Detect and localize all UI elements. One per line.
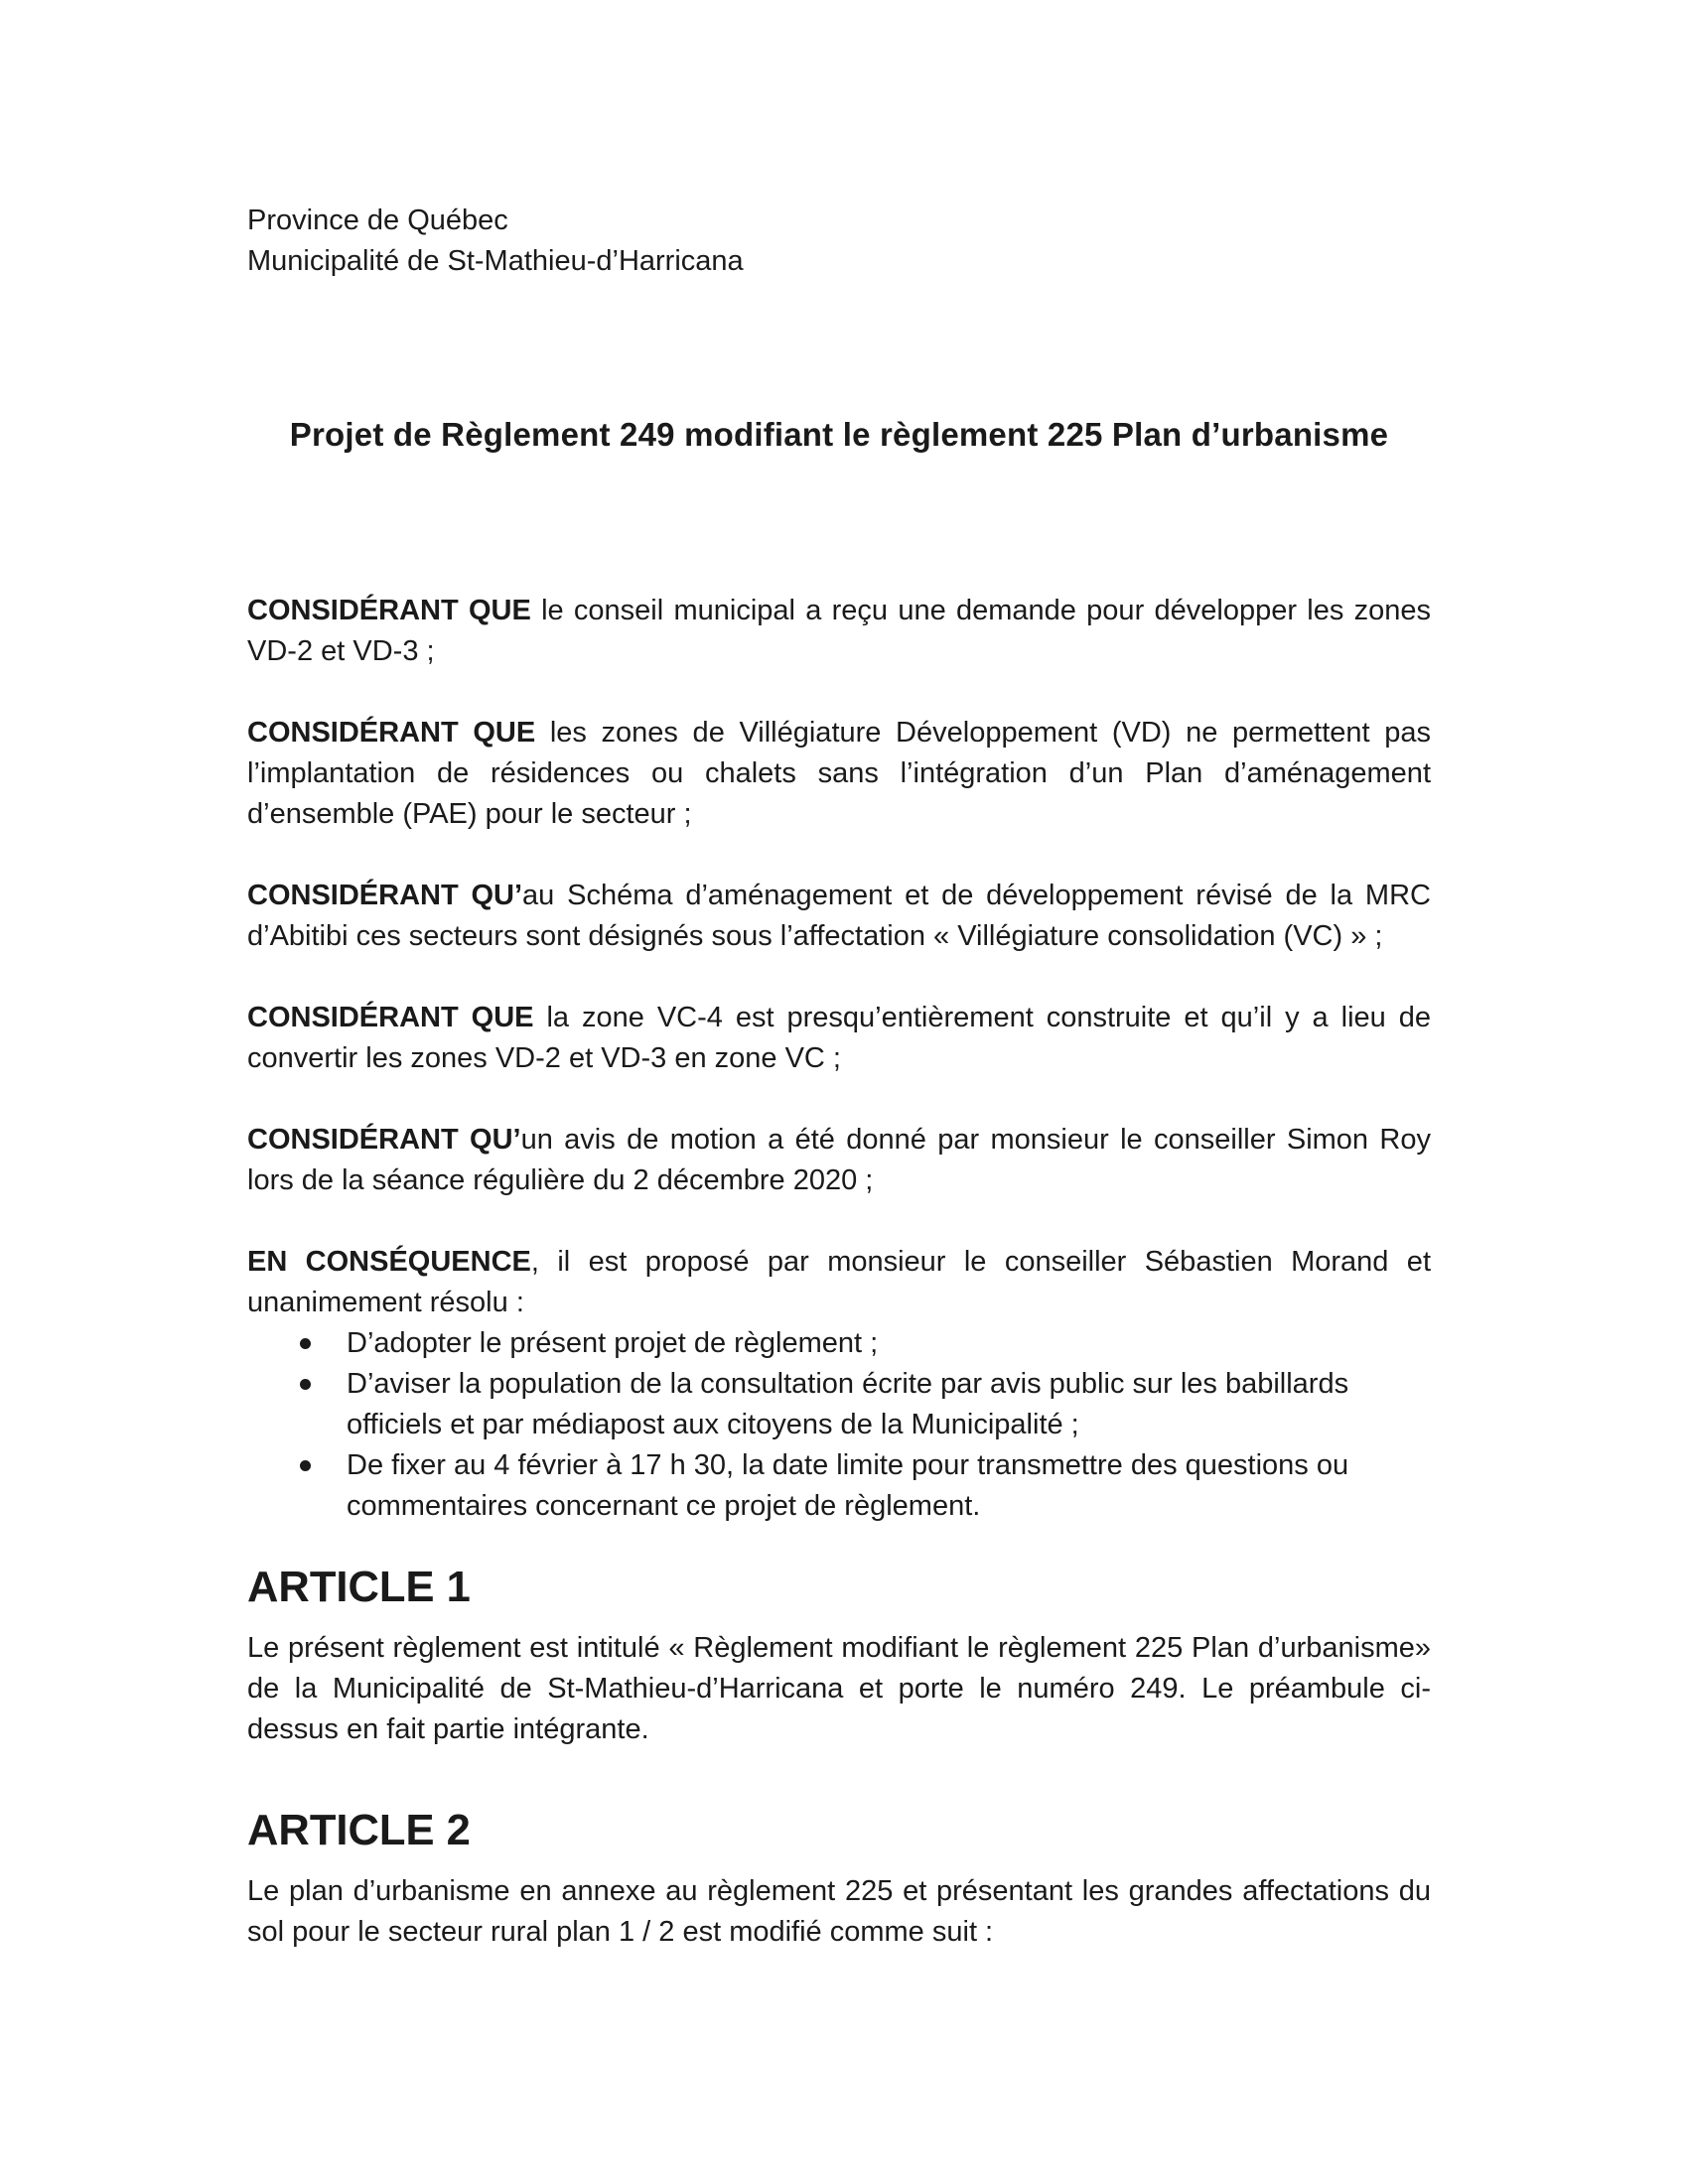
consequence-paragraph [247,1242,1431,1323]
considerant-text: le conseil municipal a reçu une demande pour développer les zones VD-2 et VD-3 ; [247,595,1431,667]
article-1-heading: ARTICLE 1 [247,1564,471,1611]
document-content [247,201,1431,1953]
list-item-text: D’adopter le présent projet de règlement ; [347,1327,879,1359]
considerant-paragraph [247,876,1431,957]
article-2-body: Le plan d’urbanisme en annexe au règlement 225 et présentant les grandes affectations du sol pour le secteur rural plan 1 / 2 est modifié comme suit : [247,1875,1431,1948]
considerant-text: au Schéma d’aménagement et de développement révisé de la MRC d’Abitibi ces secteurs sont désignés sous l’affectation « Villégiature consolidation (VC) » ; [247,880,1431,952]
resolution-list [247,1323,1431,1527]
document-title: Projet de Règlement 249 modifiant le règlement 225 Plan d’urbanisme [289,416,1389,453]
considerant-lead: CONSIDÉRANT QU’ [247,880,523,911]
consequence-lead: EN CONSÉQUENCE [247,1246,531,1278]
considerant-paragraph [247,713,1431,835]
list-item [247,1445,1431,1527]
considerant-paragraph [247,998,1431,1079]
considerant-lead: CONSIDÉRANT QU’ [247,1124,521,1156]
consequence-text: , il est proposé par monsieur le conseiller Sébastien Morand et unanimement résolu : [247,1246,1431,1318]
considerant-lead: CONSIDÉRANT QUE [247,717,536,749]
considerant-lead: CONSIDÉRANT QUE [247,1002,534,1033]
considerant-paragraph [247,591,1431,672]
considerant-text: un avis de motion a été donné par monsieur le conseiller Simon Roy lors de la séance régulière du 2 décembre 2020 ; [247,1124,1431,1196]
considerant-lead: CONSIDÉRANT QUE [247,595,531,626]
considerant-text: la zone VC-4 est presqu’entièrement construite et qu’il y a lieu de convertir les zones VD-2 et VD-3 en zone VC ; [247,1002,1431,1074]
article-1-body: Le présent règlement est intitulé « Règlement modifiant le règlement 225 Plan d’urbanisme» de la Municipalité de St-Mathieu-d’Harricana et porte le numéro 249. Le préambule ci-dessus en fait partie intégrante. [247,1632,1431,1745]
municipality-line: Municipalité de St-Mathieu-d’Harricana [247,245,744,277]
considerant-paragraph [247,1120,1431,1201]
article-2-heading: ARTICLE 2 [247,1807,471,1854]
list-item [247,1323,1431,1364]
considerant-text: les zones de Villégiature Développement (VD) ne permettent pas l’implantation de résidences ou chalets sans l’intégration d’un Plan d’aménagement d’ensemble (PAE) pour le secteur ; [247,717,1432,830]
list-item-text: De fixer au 4 février à 17 h 30, la date limite pour transmettre des questions ou commentaires concernant ce projet de règlement. [347,1449,1349,1522]
list-item-text: D’aviser la population de la consultation écrite par avis public sur les babillards officiels et par médiapost aux citoyens de la Municipalité ; [347,1368,1349,1440]
bullet-icon [300,1460,311,1471]
list-item [247,1364,1431,1445]
province-line: Province de Québec [247,205,508,236]
bullet-icon [300,1379,311,1390]
bullet-icon [300,1338,311,1349]
